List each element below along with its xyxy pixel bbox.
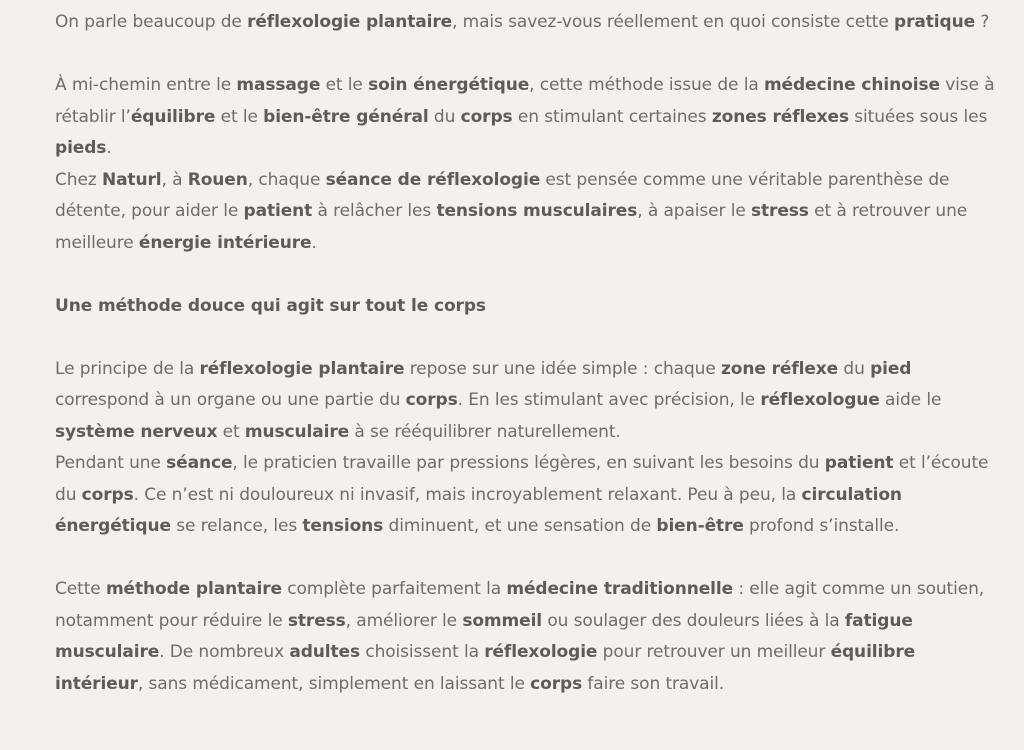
bold-keyword: soin énergétique [368, 75, 530, 95]
text-run: et le [215, 106, 264, 127]
text-run: faire son travail. [582, 673, 725, 694]
bold-keyword: réflexologie [484, 642, 598, 662]
bold-keyword: équilibre intérieur [55, 642, 916, 694]
text-run: . En les stimulant avec précision, le [457, 390, 761, 410]
bold-keyword: séance de réflexologie [325, 169, 541, 190]
text-run: . Ce n’est ni douloureux ni invasif, mais incroyablement relaxant. Peu à peu, la [133, 484, 802, 505]
bold-keyword: sommeil [462, 610, 543, 631]
bold-keyword: zones réflexes [711, 106, 849, 127]
bold-keyword: pieds [55, 138, 107, 158]
bold-keyword: réflexologue [760, 390, 880, 410]
principle-paragraph [55, 354, 1000, 449]
text-run: en stimulant certaines [512, 106, 712, 127]
paragraph-spacer [55, 39, 1000, 71]
bold-keyword: médecine chinoise [763, 75, 940, 95]
bold-keyword: système nerveux [55, 421, 218, 442]
bold-keyword: bien-être [656, 516, 744, 536]
text-run: profond s’installe. [743, 516, 900, 536]
text-run: ? [975, 12, 990, 32]
bold-keyword: corps [530, 673, 583, 694]
naturl-paragraph [55, 165, 1000, 260]
text-run: , mais savez-vous réellement en quoi consiste cette [452, 12, 895, 32]
article-body [55, 7, 1000, 700]
text-run: et [217, 421, 245, 442]
text-run: situées sous les [848, 106, 988, 127]
text-run: et à retrouver une meilleure [55, 201, 968, 253]
text-run: se relance, les [170, 516, 303, 536]
bold-keyword: méthode plantaire [105, 579, 282, 599]
text-run: Chez [55, 169, 102, 190]
bold-keyword: pied [870, 358, 912, 379]
text-run: . [106, 138, 112, 158]
intro-paragraph [55, 7, 1000, 39]
bold-keyword: corps [460, 106, 513, 127]
bold-keyword: tensions musculaires [436, 201, 638, 221]
bold-keyword: Rouen [187, 169, 248, 190]
text-run: à relâcher les [312, 201, 437, 221]
text-run: Pendant une [55, 453, 167, 473]
text-run: est pensée comme une véritable parenthèse de détente, pour aider le [55, 169, 950, 221]
bold-keyword: patient [243, 201, 313, 221]
bold-keyword: zone réflexe [721, 358, 839, 379]
session-paragraph [55, 448, 1000, 543]
definition-paragraph [55, 70, 1000, 165]
text-run: correspond à un organe ou une partie du [55, 390, 406, 410]
text-run: complète parfaitement la [281, 579, 507, 599]
text-run: diminuent, et une sensation de [383, 516, 657, 536]
bold-keyword: énergie intérieure [138, 232, 312, 253]
text-run: À mi-chemin entre le [55, 75, 237, 95]
bold-keyword: tensions [302, 516, 384, 536]
text-run: et l’écoute du [55, 453, 989, 505]
text-run: à se rééquilibrer naturellement. [349, 421, 621, 442]
bold-keyword: pratique [894, 12, 976, 32]
text-run: Cette [55, 579, 106, 599]
bold-keyword: circulation énergétique [55, 484, 902, 536]
paragraph-spacer [55, 259, 1000, 291]
text-run: pour retrouver un meilleur [597, 642, 831, 662]
text-run: , le praticien travaille par pressions légères, en suivant les besoins du [232, 453, 825, 473]
bold-keyword: adultes [289, 642, 361, 662]
text-run: , à [161, 169, 188, 190]
paragraph-spacer [55, 543, 1000, 575]
text-run: . [311, 232, 317, 253]
bold-keyword: réflexologie plantaire [199, 358, 405, 379]
bold-keyword: massage [236, 75, 321, 95]
text-run: du [838, 358, 871, 379]
text-run: , améliorer le [345, 610, 463, 631]
text-run: vise à rétablir l’ [55, 75, 995, 127]
bold-keyword: stress [751, 201, 809, 221]
text-run: , sans médicament, simplement en laissant le [137, 673, 531, 694]
text-run: . De nombreux [159, 642, 290, 662]
text-run: repose sur une idée simple : chaque [404, 358, 721, 379]
method-paragraph [55, 574, 1000, 700]
text-run: , cette méthode issue de la [529, 75, 764, 95]
text-run: , à apaiser le [637, 201, 752, 221]
text-run: : elle agit comme un soutien, notamment pour réduire le [55, 579, 985, 631]
text-run: choisissent la [360, 642, 485, 662]
bold-keyword: réflexologie plantaire [247, 12, 453, 32]
text-run: ou soulager des douleurs liées à la [542, 610, 845, 631]
text-run: aide le [879, 390, 942, 410]
bold-keyword: médecine traditionnelle [506, 579, 734, 599]
text-run: Le principe de la [55, 358, 200, 379]
paragraph-spacer [55, 322, 1000, 354]
bold-keyword: stress [287, 610, 346, 631]
section-heading: Une méthode douce qui agit sur tout le corps [55, 295, 486, 316]
bold-keyword: musculaire [244, 421, 350, 442]
bold-keyword: Naturl [101, 169, 162, 190]
bold-keyword: corps [405, 390, 458, 410]
text-run: du [428, 106, 461, 127]
text-run: et le [320, 75, 369, 95]
text-run: On parle beaucoup de [55, 12, 248, 32]
text-run: , chaque [247, 169, 326, 190]
bold-keyword: séance [166, 453, 233, 473]
bold-keyword: bien-être général [263, 106, 429, 127]
bold-keyword: corps [81, 484, 134, 505]
bold-keyword: fatigue musculaire [55, 610, 913, 662]
bold-keyword: équilibre [130, 106, 216, 127]
bold-keyword: patient [824, 453, 894, 473]
